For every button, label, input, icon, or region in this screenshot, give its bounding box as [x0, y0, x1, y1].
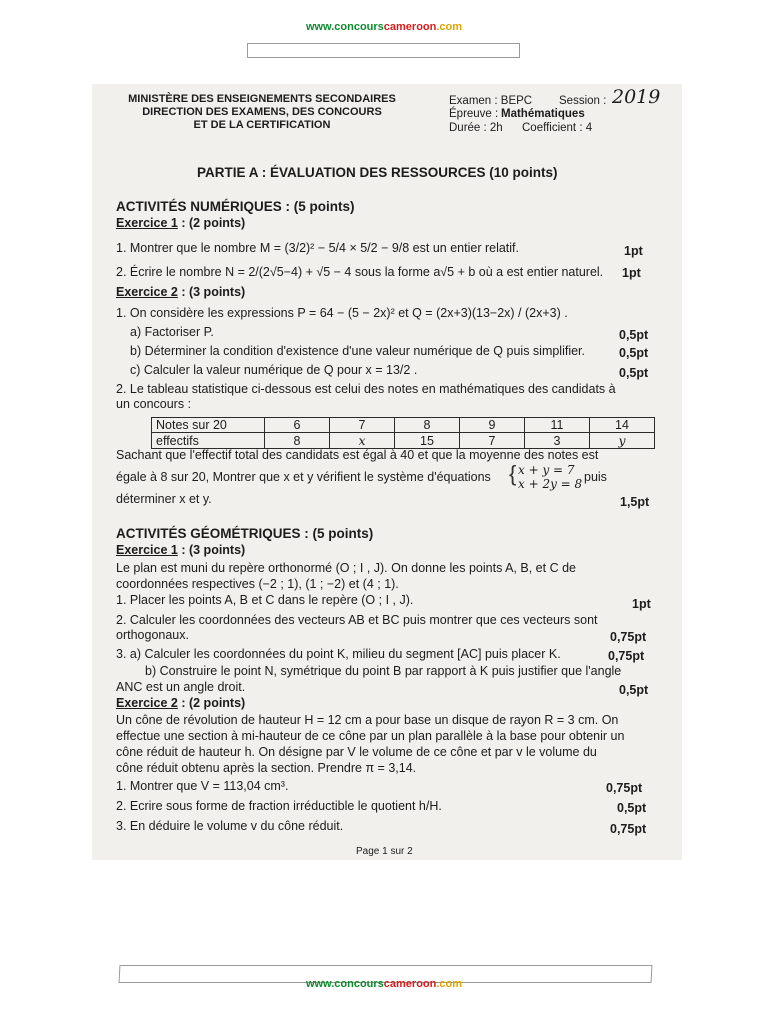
table-cell: 15: [395, 433, 460, 449]
table-row: [152, 433, 655, 449]
exercise-points: : (2 points): [177, 696, 246, 710]
session-value: 2019: [612, 86, 661, 108]
subject-label: Épreuve :: [449, 108, 499, 120]
table-cell: x: [330, 433, 395, 449]
geometry-exercise-2-heading: [116, 696, 245, 711]
question-3c-points: 0,5pt: [619, 366, 649, 380]
question-3c: c) Calculer la valeur numérique de Q pour x = 13/2 .: [130, 363, 418, 377]
question-2: 2. Écrire le nombre N = 2/(2√5−4) + √5 − 4 sous la forme a√5 + b où a est entier naturel.: [116, 265, 604, 279]
question-1-points: 1pt: [624, 244, 643, 258]
exercise-title: Exercice 1: [116, 543, 178, 557]
question-3a: a) Factoriser P.: [130, 325, 214, 339]
cone-question-1-points: 0,75pt: [606, 781, 643, 795]
geometry-section-title: ACTIVITÉS GÉOMÉTRIQUES : (5 points): [116, 526, 374, 541]
table-cell: 6: [265, 418, 330, 433]
exercise-title: Exercice 2: [116, 696, 178, 710]
table-cell: 14: [590, 418, 655, 433]
table-cell: Notes sur 20: [152, 418, 265, 433]
geometry-question-3a: 3. a) Calculer les coordonnées du point K, milieu du segment [AC] puis placer K.: [116, 647, 561, 661]
question-3: 1. On considère les expressions P = 64 − (5 − 2x)² et Q = (2x+3)(13−2x) / (2x+3) .: [116, 306, 568, 320]
numeric-section-title: ACTIVITÉS NUMÉRIQUES : (5 points): [116, 199, 355, 214]
geometry-question-3a-points: 0,75pt: [608, 649, 645, 663]
site-part: concours: [334, 21, 384, 33]
cone-question-3: 3. En déduire le volume v du cône réduit.: [116, 819, 344, 833]
cone-question-2: 2. Ecrire sous forme de fraction irréductible le quotient h/H.: [116, 799, 442, 813]
part-title: PARTIE A : ÉVALUATION DES RESSOURCES (10 points): [197, 165, 558, 180]
site-part: concours: [334, 978, 384, 990]
statistics-table: [151, 417, 655, 449]
question-5-line-1: Sachant que l'effectif total des candidats est égal à 40 et que la moyenne des notes est: [116, 448, 599, 462]
geometry-intro-line-2: coordonnées respectives (−2 ; 1), (1 ; −2) et (4 ; 1).: [116, 577, 399, 591]
question-3b-points: 0,5pt: [619, 346, 649, 360]
table-cell: 3: [525, 433, 590, 449]
cone-question-3-points: 0,75pt: [610, 822, 647, 836]
geometry-question-1: 1. Placer les points A, B et C dans le repère (O ; I , J).: [116, 593, 414, 607]
exercise-points: : (3 points): [177, 543, 246, 557]
site-link-bottom[interactable]: [0, 978, 768, 990]
geometry-question-3b-points: 0,5pt: [619, 683, 649, 697]
site-part: cameroon: [383, 978, 437, 990]
site-part: cameroon: [383, 21, 437, 33]
exercise-1-heading: [116, 216, 245, 231]
top-empty-box: [247, 43, 520, 58]
ministry-line-1: MINISTÈRE DES ENSEIGNEMENTS SECONDAIRES: [128, 93, 396, 105]
geometry-intro-line-1: Le plan est muni du repère orthonormé (O ; I , J). On donne les points A, B, et C de: [116, 561, 576, 575]
question-3b: b) Déterminer la condition d'existence d'une valeur numérique de Q puis simplifier.: [130, 344, 586, 358]
geometry-question-2-line-2: orthogonaux.: [116, 628, 189, 642]
geometry-question-2-line-1: 2. Calculer les coordonnées des vecteurs AB et BC puis montrer que ces vecteurs sont: [116, 613, 598, 627]
question-5-line-3: déterminer x et y.: [116, 492, 212, 506]
cone-text-line-2: effectue une section à mi-hauteur de ce cône par un plan parallèle à la base pour obtenir un: [116, 729, 625, 743]
system-equation-2: x + 2y = 8: [518, 477, 583, 491]
exercise-2-heading: [116, 285, 245, 300]
site-part: www.: [305, 978, 335, 990]
system-brace: {: [509, 461, 517, 486]
system-equation-1: x + y = 7: [518, 463, 575, 477]
cone-text-line-4: cône réduit obtenu après la section. Prendre π = 3,14.: [116, 761, 417, 775]
table-cell: 11: [525, 418, 590, 433]
geometry-exercise-1-heading: [116, 543, 245, 558]
ministry-line-3: ET DE LA CERTIFICATION: [193, 119, 331, 131]
exercise-title: Exercice 1: [116, 216, 178, 230]
table-cell: 8: [265, 433, 330, 449]
question-5-points: 1,5pt: [620, 495, 650, 509]
table-cell: 8: [395, 418, 460, 433]
geometry-question-3b-line-2: ANC est un angle droit.: [116, 680, 246, 694]
duration: Durée : 2h: [449, 122, 503, 134]
question-2-points: 1pt: [622, 266, 641, 280]
page-number: Page 1 sur 2: [356, 846, 413, 857]
cone-text-line-1: Un cône de révolution de hauteur H = 12 cm a pour base un disque de rayon R = 3 cm. On: [116, 713, 619, 727]
session-label: Session :: [559, 95, 607, 107]
coefficient: Coefficient : 4: [522, 122, 593, 134]
site-part: .com: [436, 21, 463, 33]
site-part: .com: [436, 978, 463, 990]
site-part: www.: [305, 21, 335, 33]
question-4-line-2: un concours :: [116, 397, 192, 411]
exercise-points: : (2 points): [177, 216, 246, 230]
table-row: [152, 418, 655, 433]
geometry-question-1-points: 1pt: [632, 597, 651, 611]
question-1: 1. Montrer que le nombre M = (3/2)² − 5/4 × 5/2 − 9/8 est un entier relatif.: [116, 241, 519, 255]
table-cell: effectifs: [152, 433, 265, 449]
question-4-line-1: 2. Le tableau statistique ci-dessous est celui des notes en mathématiques des candidats à: [116, 382, 616, 396]
question-5-line-2: égale à 8 sur 20, Montrer que x et y vérifient le système d'équations: [116, 470, 491, 484]
cone-text-line-3: cône réduit de hauteur h. On désigne par V le volume de ce cône et par v le volume du: [116, 745, 597, 759]
cone-question-2-points: 0,5pt: [617, 801, 647, 815]
geometry-question-3b-line-1: b) Construire le point N, symétrique du point B par rapport à K puis justifier que l'angle: [145, 664, 622, 678]
exam-label: Examen : BEPC: [449, 95, 533, 107]
exercise-points: : (3 points): [177, 285, 246, 299]
question-3a-points: 0,5pt: [619, 328, 649, 342]
table-cell: 7: [460, 433, 525, 449]
table-cell: y: [590, 433, 655, 449]
table-cell: 7: [330, 418, 395, 433]
table-cell: 9: [460, 418, 525, 433]
geometry-question-2-points: 0,75pt: [610, 630, 647, 644]
cone-question-1: 1. Montrer que V = 113,04 cm³.: [116, 779, 289, 793]
system-puis: puis: [584, 470, 607, 484]
exercise-title: Exercice 2: [116, 285, 178, 299]
site-link-top[interactable]: [0, 21, 768, 33]
subject-value: Mathématiques: [501, 108, 585, 120]
ministry-line-2: DIRECTION DES EXAMENS, DES CONCOURS: [142, 106, 382, 118]
